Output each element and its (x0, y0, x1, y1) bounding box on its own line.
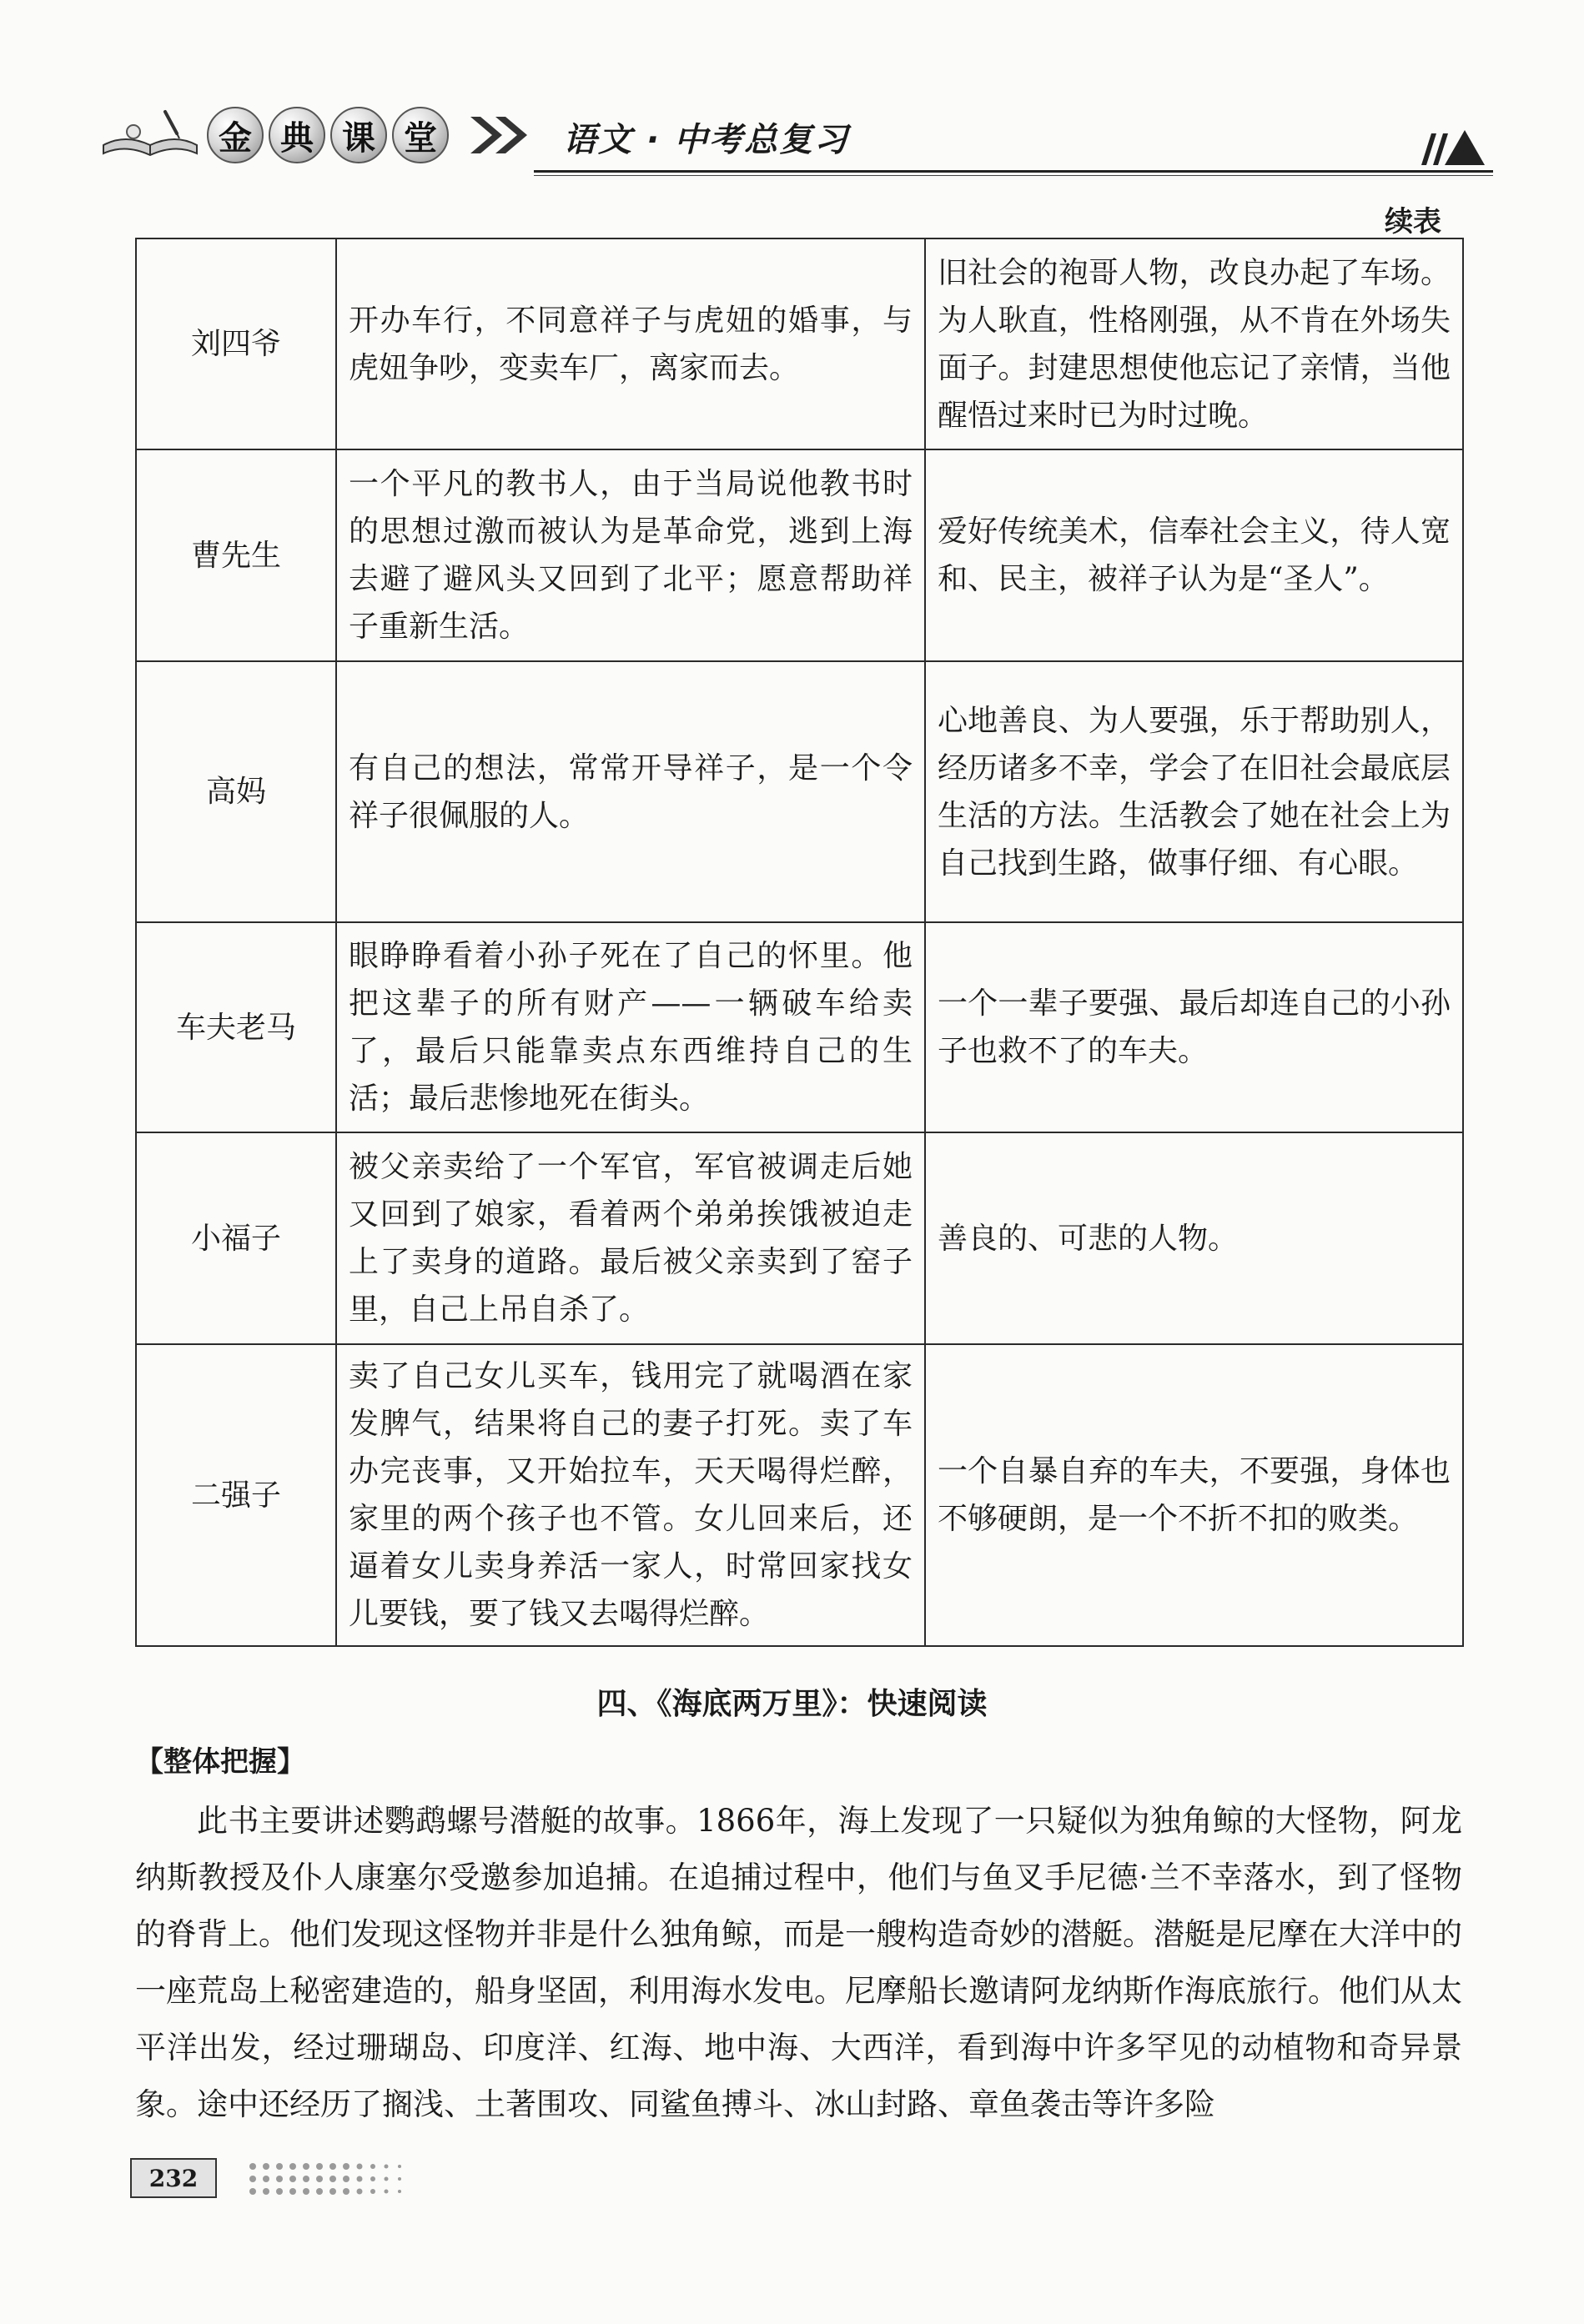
section-title: 四、《海底两万里》：快速阅读 (596, 1687, 988, 1721)
character-deeds: 卖了自己女儿买车，钱用完了就喝酒在家发脾气，结果将自己的妻子打死。卖了车办完丧事，又开始拉车，天天喝得烂醉，家里的两个孩子也不管。女儿回来后，还逼着女儿卖身养活一家人，时常回家找女儿要钱，要了钱又去喝得烂醉。 (336, 1344, 925, 1646)
character-traits: 善良的、可悲的人物。 (925, 1132, 1463, 1344)
table-row (136, 449, 1463, 661)
brand-char: 堂 (392, 107, 449, 163)
character-name: 车夫老马 (136, 922, 336, 1132)
character-name: 小福子 (136, 1132, 336, 1344)
section-subhead: 【整体把握】 (135, 1745, 305, 1779)
header-rule (534, 175, 1493, 176)
character-deeds: 眼睁睁看着小孙子死在了自己的怀里。他把这辈子的所有财产——一辆破车给卖了，最后只能靠卖点东西维持自己的生活；最后悲惨地死在街头。 (336, 922, 925, 1132)
character-name: 刘四爷 (136, 238, 336, 449)
character-traits: 爱好传统美术，信奉社会主义，待人宽和、民主，被祥子认为是“圣人”。 (925, 449, 1463, 661)
table-row (136, 922, 1463, 1132)
character-traits: 一个自暴自弃的车夫，不要强，身体也不够硬朗，是一个不折不扣的败类。 (925, 1344, 1463, 1646)
character-deeds: 一个平凡的教书人，由于当局说他教书时的思想过激而被认为是革命党，逃到上海去避了避风头又回到了北平；愿意帮助祥子重新生活。 (336, 449, 925, 661)
character-name: 高妈 (136, 661, 336, 922)
brand-char: 金 (207, 107, 264, 163)
character-deeds: 有自己的想法，常常开导祥子，是一个令祥子很佩服的人。 (336, 661, 925, 922)
decorative-dots-icon (246, 2158, 463, 2200)
brand-title (207, 107, 449, 163)
table-row (136, 1132, 1463, 1344)
page-number: 232 (130, 2158, 217, 2198)
page-header (100, 92, 1476, 175)
character-traits: 一个一辈子要强、最后却连自己的小孙子也救不了的车夫。 (925, 922, 1463, 1132)
double-chevron-right-icon (467, 113, 542, 157)
table-row (136, 661, 1463, 922)
brand-char: 课 (330, 107, 387, 163)
subject-title: 语文 · 中考总复习 (563, 121, 850, 159)
brand-char: 典 (269, 107, 325, 163)
character-deeds: 开办车行，不同意祥子与虎妞的婚事，与虎妞争吵，变卖车厂，离家而去。 (336, 238, 925, 449)
table-row (136, 1344, 1463, 1646)
character-deeds: 被父亲卖给了一个军官，军官被调走后她又回到了娘家，看着两个弟弟挨饿被迫走上了卖身的道路。最后被父亲卖到了窑子里，自己上吊自杀了。 (336, 1132, 925, 1344)
table-row (136, 238, 1463, 449)
corner-stripes-icon (1418, 125, 1485, 167)
continued-label: 续表 (1385, 205, 1441, 238)
character-table (135, 238, 1464, 1647)
character-traits: 旧社会的袍哥人物，改良办起了车场。为人耿直，性格刚强，从不肯在外场失面子。封建思想使他忘记了亲情，当他醒悟过来时已为时过晚。 (925, 238, 1463, 449)
body-paragraph: 此书主要讲述鹦鹉螺号潜艇的故事。1866年，海上发现了一只疑似为独角鲸的大怪物，阿龙纳斯教授及仆人康塞尔受邀参加追捕。在追捕过程中，他们与鱼叉手尼德·兰不幸落水，到了怪物的脊背上。他们发现这怪物并非是什么独角鲸，而是一艘构造奇妙的潜艇。潜艇是尼摩在大洋中的一座荒岛上秘密建造的，船身坚固，利用海水发电。尼摩船长邀请阿龙纳斯作海底旅行。他们从太平洋出发，经过珊瑚岛、印度洋、红海、地中海、大西洋，看到海中许多罕见的动植物和奇异景象。途中还经历了搁浅、土著围攻、同鲨鱼搏斗、冰山封路、章鱼袭击等许多险 (135, 1803, 1462, 2122)
open-book-logo-icon (100, 103, 200, 162)
header-rule (534, 170, 1493, 173)
character-name: 二强子 (136, 1344, 336, 1646)
character-name: 曹先生 (136, 449, 336, 661)
character-traits: 心地善良、为人要强，乐于帮助别人，经历诸多不幸，学会了在旧社会最底层生活的方法。生活教会了她在社会上为自己找到生路，做事仔细、有心眼。 (925, 661, 1463, 922)
